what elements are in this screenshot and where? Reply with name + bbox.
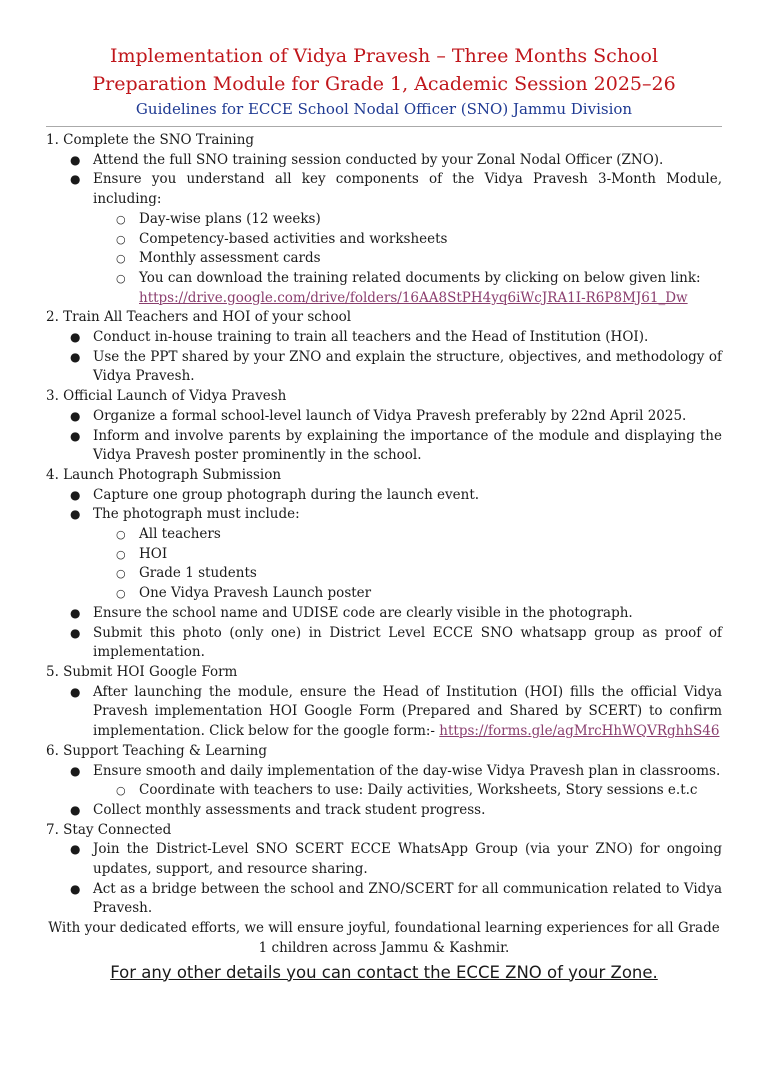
sub-bullet-item: ○ Day-wise plans (12 weeks): [46, 210, 722, 230]
bullet-item: ● The photograph must include:: [46, 505, 722, 525]
bullet-icon: ●: [70, 152, 81, 167]
bullet-icon: ●: [70, 881, 81, 896]
section-heading: 5. Submit HOI Google Form: [46, 663, 238, 680]
bullet-item: ● After launching the module, ensure the Head of Institution (HOI) fills the official Vidya Pravesh implementation HOI Google Form (Prepared and Shared by SCERT) to confirm implementation. Click below for the google form:- https://forms.gle/agMrcHhWQVRghhS46: [70, 683, 722, 740]
section-heading: 6. Support Teaching & Learning: [46, 742, 268, 759]
section-6: [46, 742, 722, 821]
circle-bullet-icon: ○: [116, 784, 126, 798]
bullet-item: ● Ensure you understand all key components of the Vidya Pravesh 3-Month Module, including:: [70, 171, 722, 208]
sub-bullet-item: ○ All teachers: [46, 525, 722, 545]
sub-bullet-item: ○ Competency-based activities and worksheets: [46, 230, 722, 250]
bullet-icon: ●: [70, 507, 81, 522]
circle-bullet-icon: ○: [116, 547, 126, 561]
circle-bullet-icon: ○: [116, 232, 126, 246]
bullet-item: ● Conduct in-house training to train all teachers and the Head of Institution (HOI).: [46, 328, 722, 348]
bullet-item: ● Submit this photo (only one) in District Level ECCE SNO whatsapp group as proof of implementation.: [70, 624, 722, 661]
sub-bullet-item: ○ Grade 1 students: [46, 564, 722, 584]
title-line-2: Preparation Module for Grade 1, Academic Session 2025–26: [92, 73, 676, 95]
bullet-icon: ●: [70, 408, 81, 423]
sub-bullet-item: ○ One Vidya Pravesh Launch poster: [46, 584, 722, 604]
circle-bullet-icon: ○: [116, 271, 126, 285]
bullet-icon: ●: [70, 684, 81, 699]
bullet-icon: ●: [70, 349, 81, 364]
document-title: [46, 42, 722, 98]
circle-bullet-icon: ○: [116, 587, 126, 601]
bullet-item: ● Attend the full SNO training session conducted by your Zonal Nodal Officer (ZNO).: [46, 151, 722, 171]
section-2: [46, 308, 722, 387]
bullet-icon: ●: [70, 428, 81, 443]
bullet-item: ● Collect monthly assessments and track student progress.: [46, 801, 722, 821]
section-5: [46, 663, 722, 742]
bullet-icon: ●: [70, 625, 81, 640]
bullet-icon: ●: [70, 605, 81, 620]
bullet-item: ● Use the PPT shared by your ZNO and explain the structure, objectives, and methodology of Vidya Pravesh.: [70, 348, 722, 385]
header-divider: [46, 126, 722, 127]
document-subtitle: Guidelines for ECCE School Nodal Officer (SNO) Jammu Division: [135, 100, 633, 118]
bullet-item: ● Ensure smooth and daily implementation of the day-wise Vidya Pravesh plan in classrooms.: [46, 762, 722, 782]
closing-statement: With your dedicated efforts, we will ensure joyful, foundational learning experiences for all Grade 1 children across Jammu & Kashmir.: [48, 920, 720, 956]
section-heading: 3. Official Launch of Vidya Pravesh: [46, 388, 287, 405]
bullet-item: ● Capture one group photograph during the launch event.: [46, 486, 722, 506]
bullet-item: ● Organize a formal school-level launch of Vidya Pravesh preferably by 22nd April 2025.: [46, 407, 722, 427]
circle-bullet-icon: ○: [116, 252, 126, 266]
section-heading: 4. Launch Photograph Submission: [46, 466, 282, 483]
circle-bullet-icon: ○: [116, 567, 126, 581]
guidelines-content: [46, 131, 722, 982]
bullet-icon: ●: [70, 763, 81, 778]
document-page: [0, 42, 768, 1066]
title-line-1: Implementation of Vidya Pravesh – Three Months School: [109, 45, 659, 67]
section-4: [46, 466, 722, 663]
bullet-item: ● Join the District-Level SNO SCERT ECCE WhatsApp Group (via your ZNO) for ongoing updates, support, and resource sharing.: [70, 841, 722, 878]
sub-bullet-item: ○ Monthly assessment cards: [46, 249, 722, 269]
bullet-item: ● Ensure the school name and UDISE code are clearly visible in the photograph.: [46, 604, 722, 624]
contact-note: For any other details you can contact the ECCE ZNO of your Zone.: [110, 962, 658, 982]
google-form-link[interactable]: https://forms.gle/agMrcHhWQVRghhS46: [439, 723, 720, 740]
bullet-item: ● Inform and involve parents by explaining the importance of the module and displaying the Vidya Pravesh poster prominently in the school.: [70, 427, 722, 464]
bullet-icon: ●: [70, 487, 81, 502]
section-3: [46, 387, 722, 466]
circle-bullet-icon: ○: [116, 528, 126, 542]
section-1: [46, 131, 722, 308]
bullet-icon: ●: [70, 172, 81, 187]
bullet-icon: ●: [70, 330, 81, 345]
drive-folder-link[interactable]: https://drive.google.com/drive/folders/16AA8StPH4yq6iWcJRA1I-R6P8MJ61_Dw: [139, 289, 688, 306]
section-heading: 2. Train All Teachers and HOI of your school: [46, 309, 352, 326]
sub-bullet-item: ○ You can download the training related documents by clicking on below given link: https://drive.google.com/drive/folders/16AA8StPH4yq6iWcJRA1I-R6P8MJ61_Dw: [116, 269, 701, 306]
bullet-icon: ●: [70, 842, 81, 857]
bullet-item: ● Act as a bridge between the school and ZNO/SCERT for all communication related to Vidya Pravesh.: [70, 880, 722, 917]
section-heading: 7. Stay Connected: [46, 821, 172, 838]
bullet-icon: ●: [70, 802, 81, 817]
sub-bullet-item: ○ Coordinate with teachers to use: Daily activities, Worksheets, Story sessions e.t.c: [46, 781, 722, 801]
circle-bullet-icon: ○: [116, 212, 126, 226]
sub-bullet-item: ○ HOI: [46, 545, 722, 565]
section-heading: 1. Complete the SNO Training: [46, 132, 255, 148]
section-7: [46, 821, 722, 920]
